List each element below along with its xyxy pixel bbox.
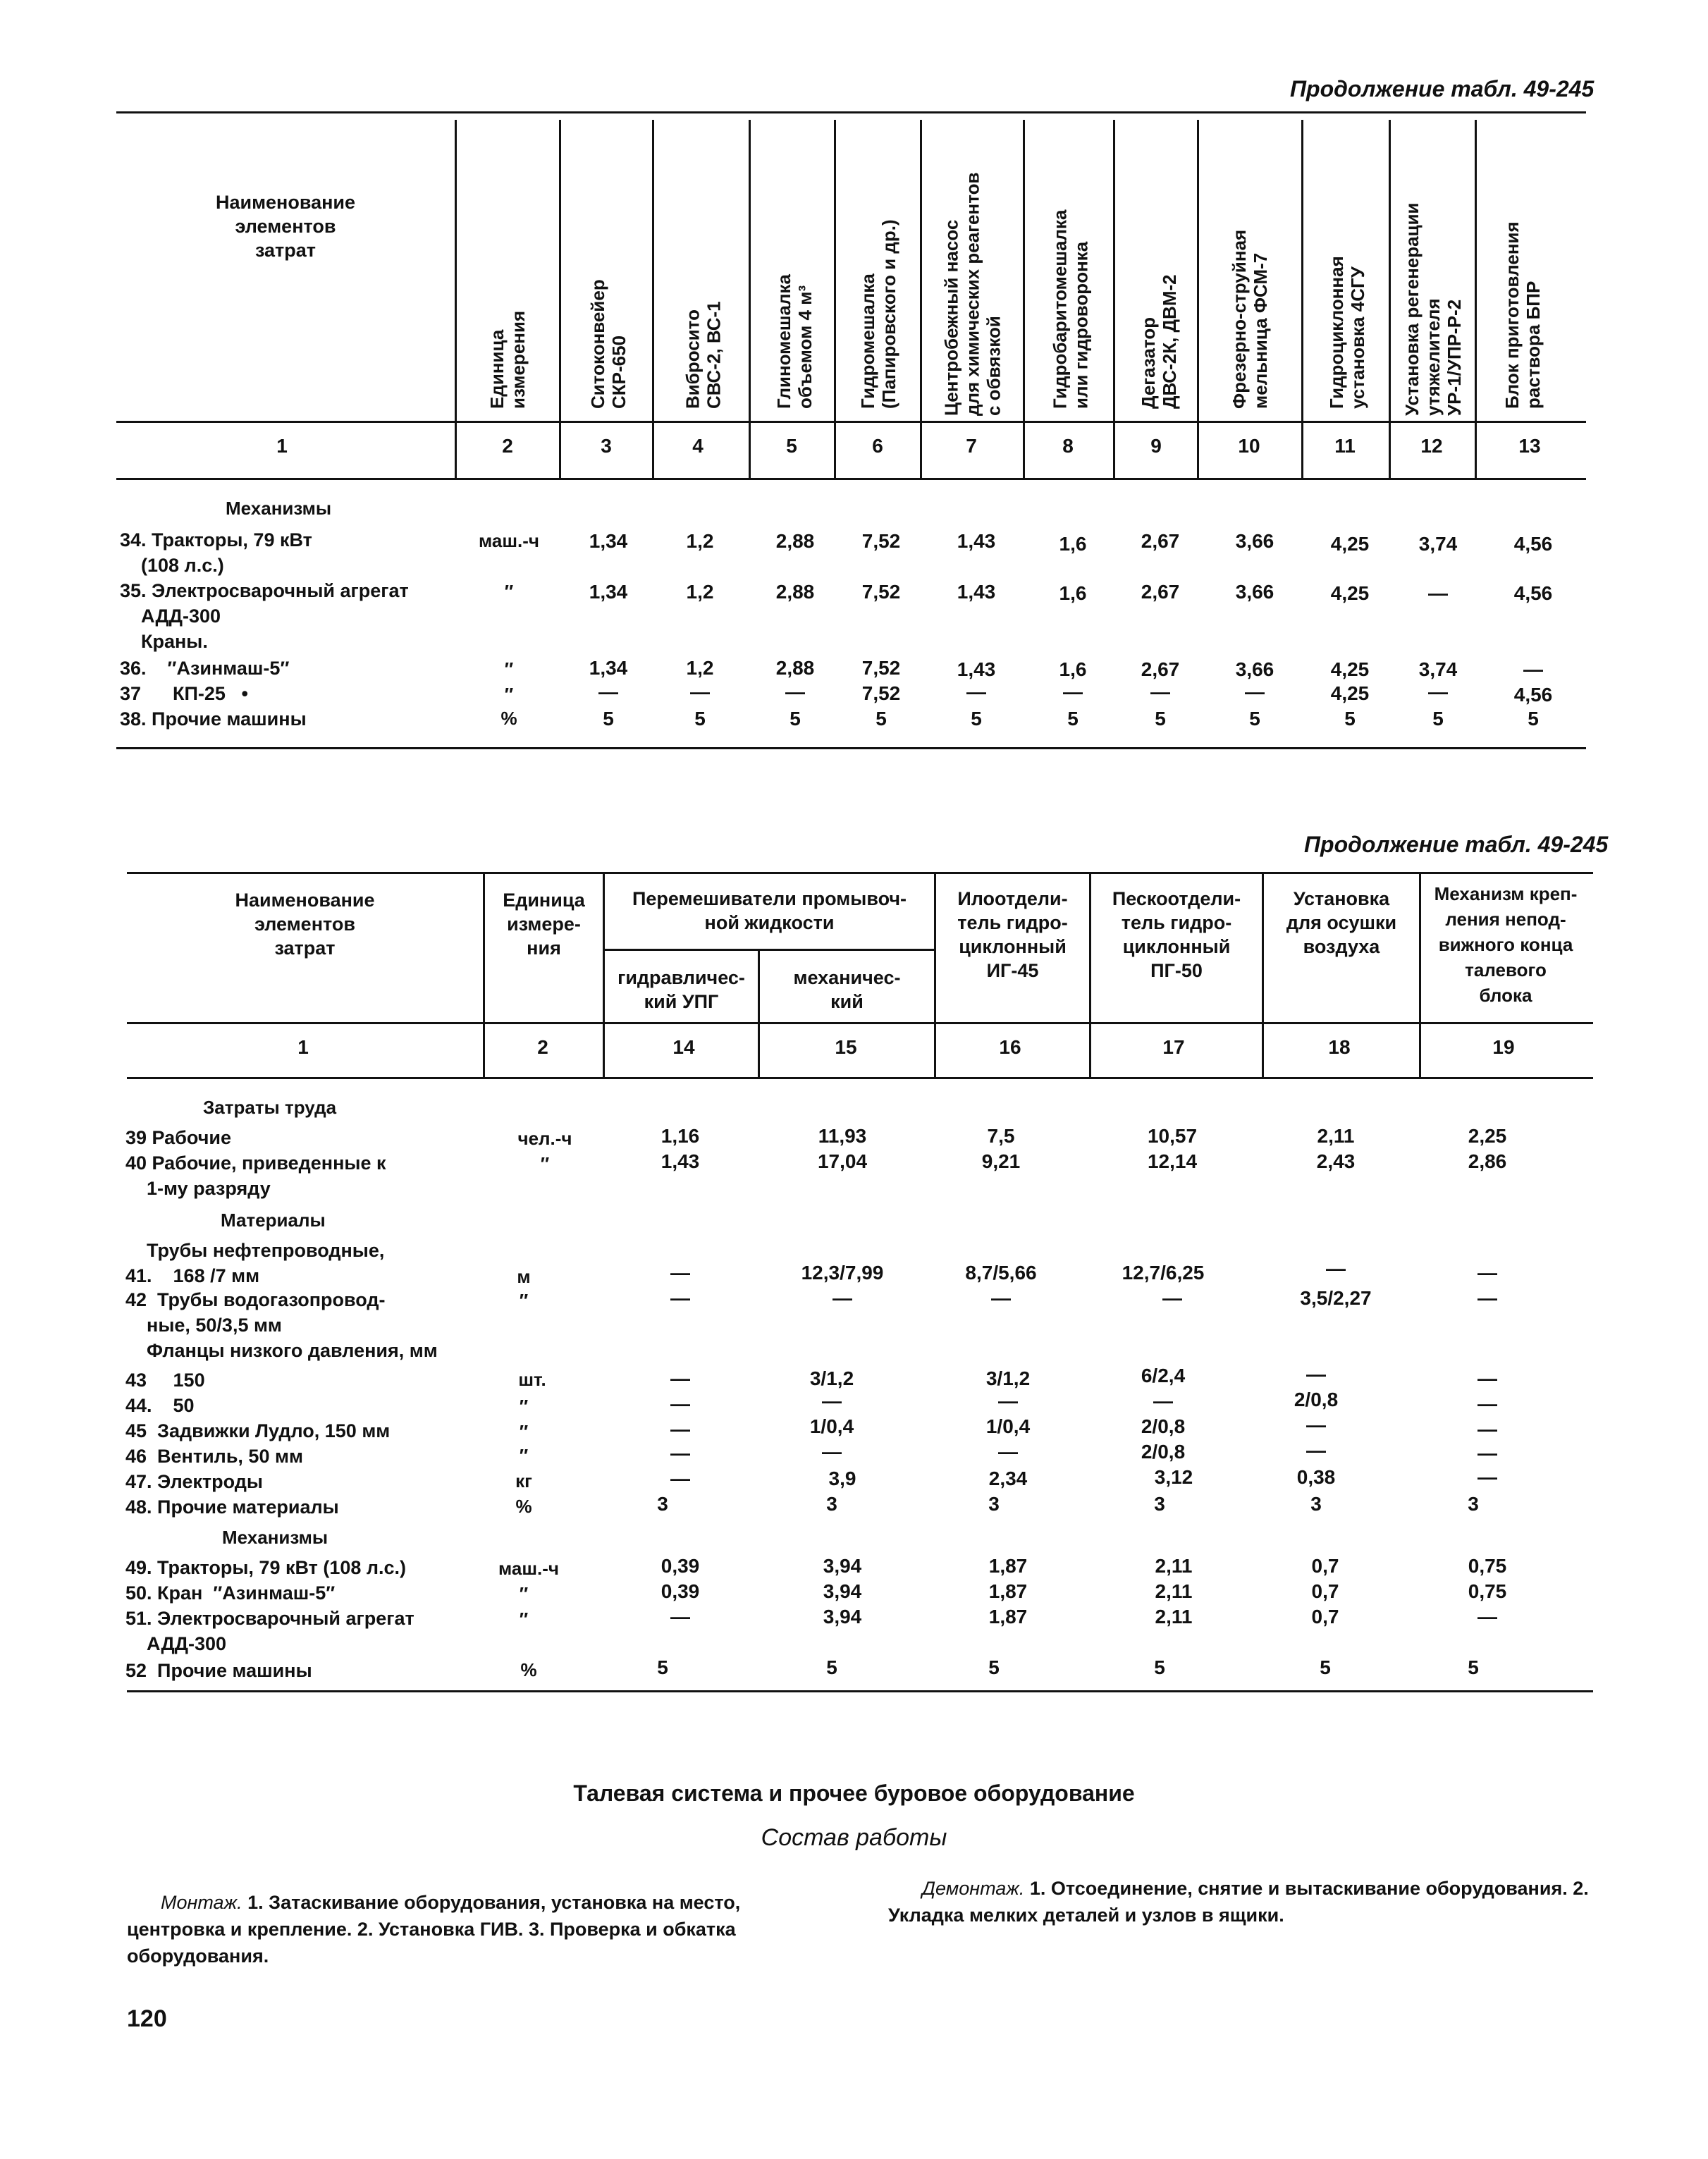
cell: 4,56 (1513, 533, 1553, 555)
cell: 3,94 (823, 1580, 862, 1602)
cell: — (1477, 1262, 1497, 1284)
t1-col-number: 3 (601, 435, 612, 457)
cell: 12,7/6,25 (1122, 1262, 1205, 1284)
cell: 8,7/5,66 (965, 1262, 1037, 1284)
t1-col-header: Центробежный насос для химических реагентов с обвязкой (940, 172, 1004, 416)
cell: 7,5 (987, 1125, 1015, 1147)
cell: 5 (971, 708, 982, 730)
t1-col-number: 10 (1238, 435, 1260, 457)
cell: — (998, 1390, 1018, 1412)
t2-sub-header: гидравличес- кий УПГ (618, 967, 745, 1012)
cell: 2/0,8 (1141, 1415, 1186, 1437)
t2-col-header: Установка для осушки воздуха (1286, 888, 1397, 957)
cell: — (1477, 1466, 1497, 1488)
cell: — (822, 1441, 842, 1463)
cell: 5 (875, 708, 887, 730)
row-unit: ″ (519, 1583, 529, 1604)
cell: — (1150, 681, 1170, 703)
cell: 1,43 (957, 530, 996, 552)
cell: 1/0,4 (809, 1415, 854, 1437)
row-unit: ″ (519, 1421, 529, 1442)
t2-col-number: 16 (999, 1036, 1021, 1058)
montage-paragraph (127, 1889, 825, 1969)
cell: 1,43 (661, 1150, 700, 1172)
cell: — (1153, 1390, 1173, 1412)
row-label: 51. Электросварочный агрегат АДД-300 (125, 1608, 414, 1654)
cell: 7,52 (861, 657, 901, 679)
cell: 3,5/2,27 (1300, 1287, 1372, 1309)
cell: 2/0,8 (1141, 1441, 1186, 1463)
cell: 0,7 (1311, 1606, 1339, 1628)
t1-col-header: Гидроциклонная установка 4СГУ (1326, 256, 1368, 409)
t2-col-number: 14 (672, 1036, 695, 1058)
cell: 3,94 (823, 1555, 862, 1577)
row-label: 46 Вентиль, 50 мм (125, 1446, 303, 1467)
row-unit: ″ (519, 1396, 529, 1417)
cell: — (1306, 1414, 1326, 1436)
cell: 5 (603, 708, 614, 730)
cell: 1,87 (988, 1580, 1028, 1602)
cell: — (1477, 1393, 1497, 1415)
t1-col-header: Вибросито СВС-2, ВС-1 (682, 301, 725, 409)
cell: 2,67 (1141, 530, 1180, 552)
row-unit: м (517, 1266, 531, 1287)
cell: 2,43 (1316, 1150, 1356, 1172)
t1-col-number: 12 (1420, 435, 1443, 457)
demontage-paragraph (888, 1875, 1590, 1929)
cell: — (966, 681, 986, 703)
cell: 3 (1154, 1493, 1165, 1515)
cell: 10,57 (1147, 1125, 1198, 1147)
cell: — (1428, 582, 1448, 604)
row-label: 36. ″Азинмаш-5″ (120, 658, 290, 679)
t2-unit-header: Единица измере- ния (503, 890, 585, 959)
cell: 7,52 (861, 682, 901, 704)
cell: 2,11 (1155, 1580, 1193, 1602)
cell: — (1523, 658, 1543, 680)
row-label: 43 150 (125, 1370, 205, 1391)
cell: 1,6 (1059, 582, 1087, 604)
cell: 1,2 (686, 581, 714, 603)
cell: — (670, 1367, 690, 1389)
cell: — (1162, 1287, 1182, 1309)
t1-col-header: Установка регенерации утяжелителя УР-1/УПР-Р-2 (1401, 202, 1465, 416)
t1-col-header: Гидробаритомешалка или гидроворонка (1049, 209, 1092, 409)
cell: 4,56 (1513, 684, 1553, 706)
cell: 3,66 (1235, 581, 1274, 603)
t1-col-number: 8 (1062, 435, 1074, 457)
cell: 1,16 (661, 1125, 700, 1147)
t2-section-labor: Затраты труда (203, 1097, 337, 1118)
row-unit: ″ (504, 684, 514, 705)
row-unit: ″ (519, 1290, 529, 1311)
cell: 5 (1528, 708, 1539, 730)
section-subtitle: Состав работы (761, 1824, 947, 1851)
cell: 17,04 (817, 1150, 868, 1172)
cell: 0,39 (661, 1555, 700, 1577)
cell: 1/0,4 (985, 1415, 1031, 1437)
cell: 4,25 (1330, 658, 1370, 680)
cell: 5 (1320, 1656, 1331, 1678)
cell: — (690, 681, 710, 703)
t1-col-number: 4 (692, 435, 704, 457)
cell: 1,87 (988, 1555, 1028, 1577)
t1-col-number: 5 (786, 435, 797, 457)
cell: — (1245, 681, 1265, 703)
cell: 2,34 (988, 1468, 1028, 1489)
cell: 5 (790, 708, 801, 730)
row-unit: маш.-ч (479, 530, 539, 551)
cell: 3/1,2 (985, 1367, 1031, 1389)
t2-col-number: 18 (1328, 1036, 1351, 1058)
cell: 3 (826, 1493, 837, 1515)
row-label: 44. 50 (125, 1395, 195, 1416)
row-label: 37 КП-25 • (120, 683, 248, 704)
cell: — (670, 1418, 690, 1440)
t1-col-number: 6 (872, 435, 883, 457)
row-unit: ″ (540, 1153, 550, 1174)
row-unit: маш.-ч (498, 1558, 559, 1579)
row-unit: шт. (518, 1369, 546, 1390)
t1-name-header: Наименование элементов затрат (215, 192, 356, 261)
t2-group-header: Перемешиватели промывоч- ной жидкости (632, 888, 907, 933)
cell: — (598, 681, 618, 703)
cell: 2,11 (1317, 1125, 1355, 1147)
t2-col-header: Пескоотдели- тель гидро- циклонный ПГ-50 (1112, 888, 1241, 981)
cell: — (670, 1606, 690, 1628)
cell: — (1063, 681, 1083, 703)
cell: 2,88 (775, 530, 815, 552)
cell: 5 (657, 1656, 668, 1678)
cell: — (991, 1287, 1011, 1309)
cell: 5 (1344, 708, 1356, 730)
cell: 7,52 (861, 530, 901, 552)
cell: 7,52 (861, 581, 901, 603)
cell: — (670, 1262, 690, 1284)
row-label: 35. Электросварочный агрегат АДД-300 Краны. (120, 580, 409, 652)
cell: 1,87 (988, 1606, 1028, 1628)
section-title: Талевая система и прочее буровое оборудование (573, 1780, 1135, 1806)
t2-col-header: Илоотдели- тель гидро- циклонный ИГ-45 (957, 888, 1068, 981)
montage-label: Монтаж. (161, 1892, 242, 1913)
cell: 5 (694, 708, 706, 730)
cell: — (670, 1468, 690, 1489)
row-label: Трубы нефтепроводные, 41. 168 /7 мм (125, 1240, 385, 1286)
table-caption-top: Продолжение табл. 49-245 (1290, 76, 1595, 102)
cell: 1,6 (1059, 533, 1087, 555)
row-unit: ″ (504, 658, 514, 679)
row-label: 48. Прочие материалы (125, 1496, 339, 1518)
cell: 2/0,8 (1294, 1389, 1339, 1410)
t1-col-header: Дегазатор ДВС-2К, ДВМ-2 (1138, 274, 1180, 409)
cell: — (1306, 1363, 1326, 1385)
cell: 4,25 (1330, 682, 1370, 704)
t1-col-number: 11 (1334, 435, 1356, 457)
cell: 0,38 (1296, 1466, 1336, 1488)
table-caption-mid: Продолжение табл. 49-245 (1304, 832, 1609, 857)
t1-col-number: 7 (966, 435, 977, 457)
row-label: 49. Тракторы, 79 кВт (108 л.с.) (125, 1557, 407, 1578)
cell: 3,74 (1418, 658, 1458, 680)
t2-col-number: 2 (537, 1036, 548, 1058)
cell: 3/1,2 (809, 1367, 854, 1389)
cell: 5 (1154, 1656, 1165, 1678)
cell: 1,43 (957, 658, 996, 680)
t2-col-header: Механизм креп- ления непод- вижного конца талевого блока (1434, 883, 1578, 1006)
cell: 1,2 (686, 530, 714, 552)
cell: 9,21 (981, 1150, 1021, 1172)
cell: 11,93 (818, 1125, 867, 1147)
t1-col-number: 1 (276, 435, 288, 457)
cell: 3 (1310, 1493, 1322, 1515)
row-unit: % (520, 1659, 537, 1680)
cell: — (1306, 1439, 1326, 1461)
t2-col-number: 15 (835, 1036, 857, 1058)
row-unit: чел.-ч (517, 1128, 572, 1149)
t1-col-number: 9 (1150, 435, 1162, 457)
cell: 0,75 (1468, 1555, 1507, 1577)
cell: 1,2 (686, 657, 714, 679)
t1-col-header: Фрезерно-струйная мельница ФСМ-7 (1229, 229, 1271, 409)
cell: 2,67 (1141, 658, 1180, 680)
t1-col-header: Единица измерения (486, 310, 529, 409)
cell: 5 (1249, 708, 1260, 730)
demontage-label: Демонтаж. (922, 1878, 1025, 1899)
cell: 3,74 (1418, 533, 1458, 555)
cell: 2,88 (775, 581, 815, 603)
row-label: 40 Рабочие, приведенные к 1-му разряду (125, 1152, 386, 1199)
row-label: 50. Кран ″Азинмаш-5″ (125, 1582, 336, 1604)
row-unit: ″ (504, 581, 514, 602)
t1-col-number: 2 (502, 435, 513, 457)
cell: 2,25 (1468, 1125, 1507, 1147)
row-unit: ″ (519, 1445, 529, 1466)
cell: — (1477, 1367, 1497, 1389)
cell: — (1477, 1606, 1497, 1628)
cell: 4,56 (1513, 582, 1553, 604)
t1-section-mechanisms: Механизмы (226, 498, 332, 519)
t2-sub-header: механичес- кий (793, 967, 901, 1012)
cell: — (998, 1441, 1018, 1463)
cell: — (1477, 1287, 1497, 1309)
t2-section-machines: Механизмы (222, 1527, 328, 1548)
row-label: 38. Прочие машины (120, 708, 307, 730)
row-unit: % (500, 708, 517, 729)
cell: 5 (988, 1656, 1000, 1678)
cell: 3,9 (828, 1468, 856, 1489)
cell: 0,39 (661, 1580, 700, 1602)
row-unit: % (515, 1496, 532, 1517)
cell: 5 (1155, 708, 1166, 730)
cell: — (822, 1390, 842, 1412)
cell: 1,34 (589, 581, 628, 603)
cell: 1,34 (589, 530, 628, 552)
row-label: 52 Прочие машины (125, 1660, 312, 1681)
t2-col-number: 1 (297, 1036, 309, 1058)
cell: 4,25 (1330, 582, 1370, 604)
cell: 1,6 (1059, 658, 1087, 680)
row-label: 47. Электроды (125, 1471, 263, 1492)
cell: 2,86 (1468, 1150, 1507, 1172)
cell: 5 (1067, 708, 1079, 730)
cell: — (1477, 1418, 1497, 1440)
row-unit: кг (515, 1470, 532, 1491)
cell: — (1326, 1257, 1346, 1279)
cell: 5 (1432, 708, 1444, 730)
cell: 3 (988, 1493, 1000, 1515)
cell: 3,66 (1235, 658, 1274, 680)
t2-col-number: 19 (1492, 1036, 1515, 1058)
row-label: 39 Рабочие (125, 1127, 231, 1148)
cell: — (833, 1287, 852, 1309)
row-label: 45 Задвижки Лудло, 150 мм (125, 1420, 391, 1441)
cell: 3,94 (823, 1606, 862, 1628)
cell: — (670, 1393, 690, 1415)
demontage-text: 1. Отсоединение, снятие и вытаскивание оборудования. 2. Укладка мелких деталей и узлов в ящики. (888, 1878, 1589, 1926)
row-label: 34. Тракторы, 79 кВт (108 л.с.) (120, 529, 312, 576)
montage-text: 1. Затаскивание оборудования, установка на место, центровка и крепление. 2. Установка ГИВ. 3. Проверка и обкатка оборудования. (127, 1892, 741, 1967)
cell: 1,43 (957, 581, 996, 603)
cell: 12,14 (1147, 1150, 1198, 1172)
page-number: 120 (127, 2005, 167, 2032)
cell: 2,88 (775, 657, 815, 679)
t1-col-header: Глиномешалка объемом 4 м³ (773, 273, 816, 409)
t2-name-header: Наименование элементов затрат (235, 890, 375, 959)
cell: 3,12 (1154, 1466, 1193, 1488)
row-label: 42 Трубы водогазопровод- ные, 50/3,5 мм Фланцы низкого давления, мм (125, 1289, 438, 1361)
cell: 4,25 (1330, 533, 1370, 555)
cell: 12,3/7,99 (801, 1262, 884, 1284)
row-unit: ″ (519, 1609, 529, 1630)
cell: — (670, 1442, 690, 1464)
cell: 2,67 (1141, 581, 1180, 603)
t1-col-header: Гидромешалка (Папировского и др.) (857, 219, 899, 409)
cell: 0,7 (1311, 1580, 1339, 1602)
cell: 2,11 (1155, 1606, 1193, 1628)
cell: 3,66 (1235, 530, 1274, 552)
cell: 5 (826, 1656, 837, 1678)
t2-col-number: 17 (1162, 1036, 1185, 1058)
cell: — (670, 1287, 690, 1309)
cell: 0,7 (1311, 1555, 1339, 1577)
t1-col-number: 13 (1518, 435, 1541, 457)
cell: 3 (1468, 1493, 1479, 1515)
cell: 6/2,4 (1141, 1365, 1186, 1386)
t1-col-header: Блок приготовления раствора БПР (1501, 221, 1544, 409)
t2-section-materials: Материалы (221, 1210, 326, 1231)
cell: 2,11 (1155, 1555, 1193, 1577)
cell: — (785, 681, 805, 703)
cell: 0,75 (1468, 1580, 1507, 1602)
cell: 1,34 (589, 657, 628, 679)
t1-col-header: Ситоконвейер СКР-650 (587, 279, 629, 409)
cell: — (1477, 1442, 1497, 1464)
cell: 3 (657, 1493, 668, 1515)
cell: — (1428, 681, 1448, 703)
cell: 5 (1468, 1656, 1479, 1678)
